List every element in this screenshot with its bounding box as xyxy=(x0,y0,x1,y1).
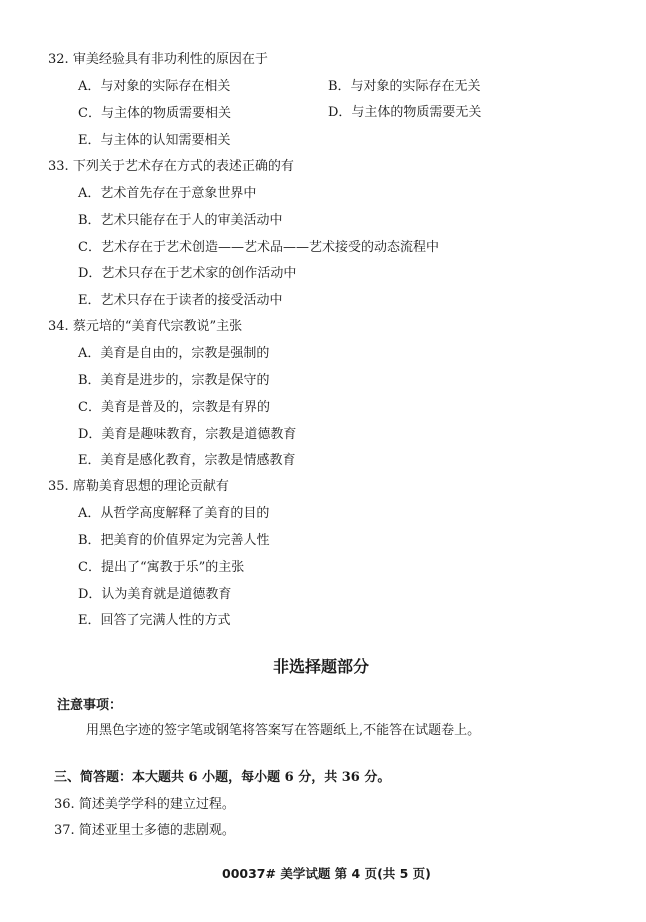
q33-option-d: D．艺术只存在于艺术家的创作活动中 xyxy=(78,266,297,281)
q34-option-a: A．美育是自由的，宗教是强制的 xyxy=(78,346,270,361)
notice-text: 用黑色字迹的签字笔或钢笔将答案写在答题纸上,不能答在试题卷上。 xyxy=(86,723,481,738)
q35-option-e: E．回答了完满人性的方式 xyxy=(78,613,231,628)
q33-option-e: E．艺术只存在于读者的接受活动中 xyxy=(78,293,283,308)
question-32-stem xyxy=(48,51,268,69)
q34-option-d: D．美育是趣味教育，宗教是道德教育 xyxy=(78,427,297,442)
q33-option-b: B．艺术只能存在于人的审美活动中 xyxy=(78,213,283,228)
question-33-stem xyxy=(48,158,294,176)
q33-option-c: C．艺术存在于艺术创造——艺术品——艺术接受的动态流程中 xyxy=(78,240,439,255)
q35-option-d: D．认为美育就是道德教育 xyxy=(78,587,232,602)
q34-option-e: E．美育是感化教育，宗教是情感教育 xyxy=(78,453,296,468)
question-number: 35. xyxy=(48,479,69,494)
question-number: 37. xyxy=(54,823,75,838)
q35-option-b: B．把美育的价值界定为完善人性 xyxy=(78,533,270,548)
question-number: 32. xyxy=(48,52,69,67)
q32-option-e: E．与主体的认知需要相关 xyxy=(78,133,231,148)
q32-option-c: C．与主体的物质需要相关 xyxy=(78,106,231,121)
q34-option-c: C．美育是普及的，宗教是有界的 xyxy=(78,400,270,415)
q34-option-b: B．美育是进步的，宗教是保守的 xyxy=(78,373,270,388)
section-title: 非选择题部分 xyxy=(273,657,370,676)
q35-option-a: A．从哲学高度解释了美育的目的 xyxy=(78,506,270,521)
question-number: 33. xyxy=(48,159,69,174)
q33-option-a: A．艺术首先存在于意象世界中 xyxy=(78,186,257,201)
question-text: 简述亚里士多德的悲剧观。 xyxy=(78,823,235,838)
q32-option-d: D．与主体的物质需要无关 xyxy=(328,105,482,120)
notice-label: 注意事项： xyxy=(57,698,123,713)
question-36 xyxy=(54,796,235,814)
question-text: 简述美学学科的建立过程。 xyxy=(78,797,235,812)
question-35-stem xyxy=(48,478,229,496)
question-37 xyxy=(54,822,235,840)
question-number: 36. xyxy=(54,797,75,812)
question-text: 下列关于艺术存在方式的表述正确的有 xyxy=(72,159,294,174)
page-footer: 00037# 美学试题 第 4 页(共 5 页) xyxy=(222,866,431,881)
question-34-stem xyxy=(48,318,242,336)
part-heading: 三、简答题：本大题共 6 小题，每小题 6 分，共 36 分。 xyxy=(54,770,391,785)
q35-option-c: C．提出了“寓教于乐”的主张 xyxy=(78,560,245,575)
question-text: 席勒美育思想的理论贡献有 xyxy=(72,479,229,494)
question-text: 蔡元培的“美育代宗教说”主张 xyxy=(72,319,243,334)
q32-option-a: A．与对象的实际存在相关 xyxy=(78,79,231,94)
question-text: 审美经验具有非功利性的原因在于 xyxy=(72,52,268,67)
q32-option-b: B．与对象的实际存在无关 xyxy=(328,79,481,94)
question-number: 34. xyxy=(48,319,69,334)
